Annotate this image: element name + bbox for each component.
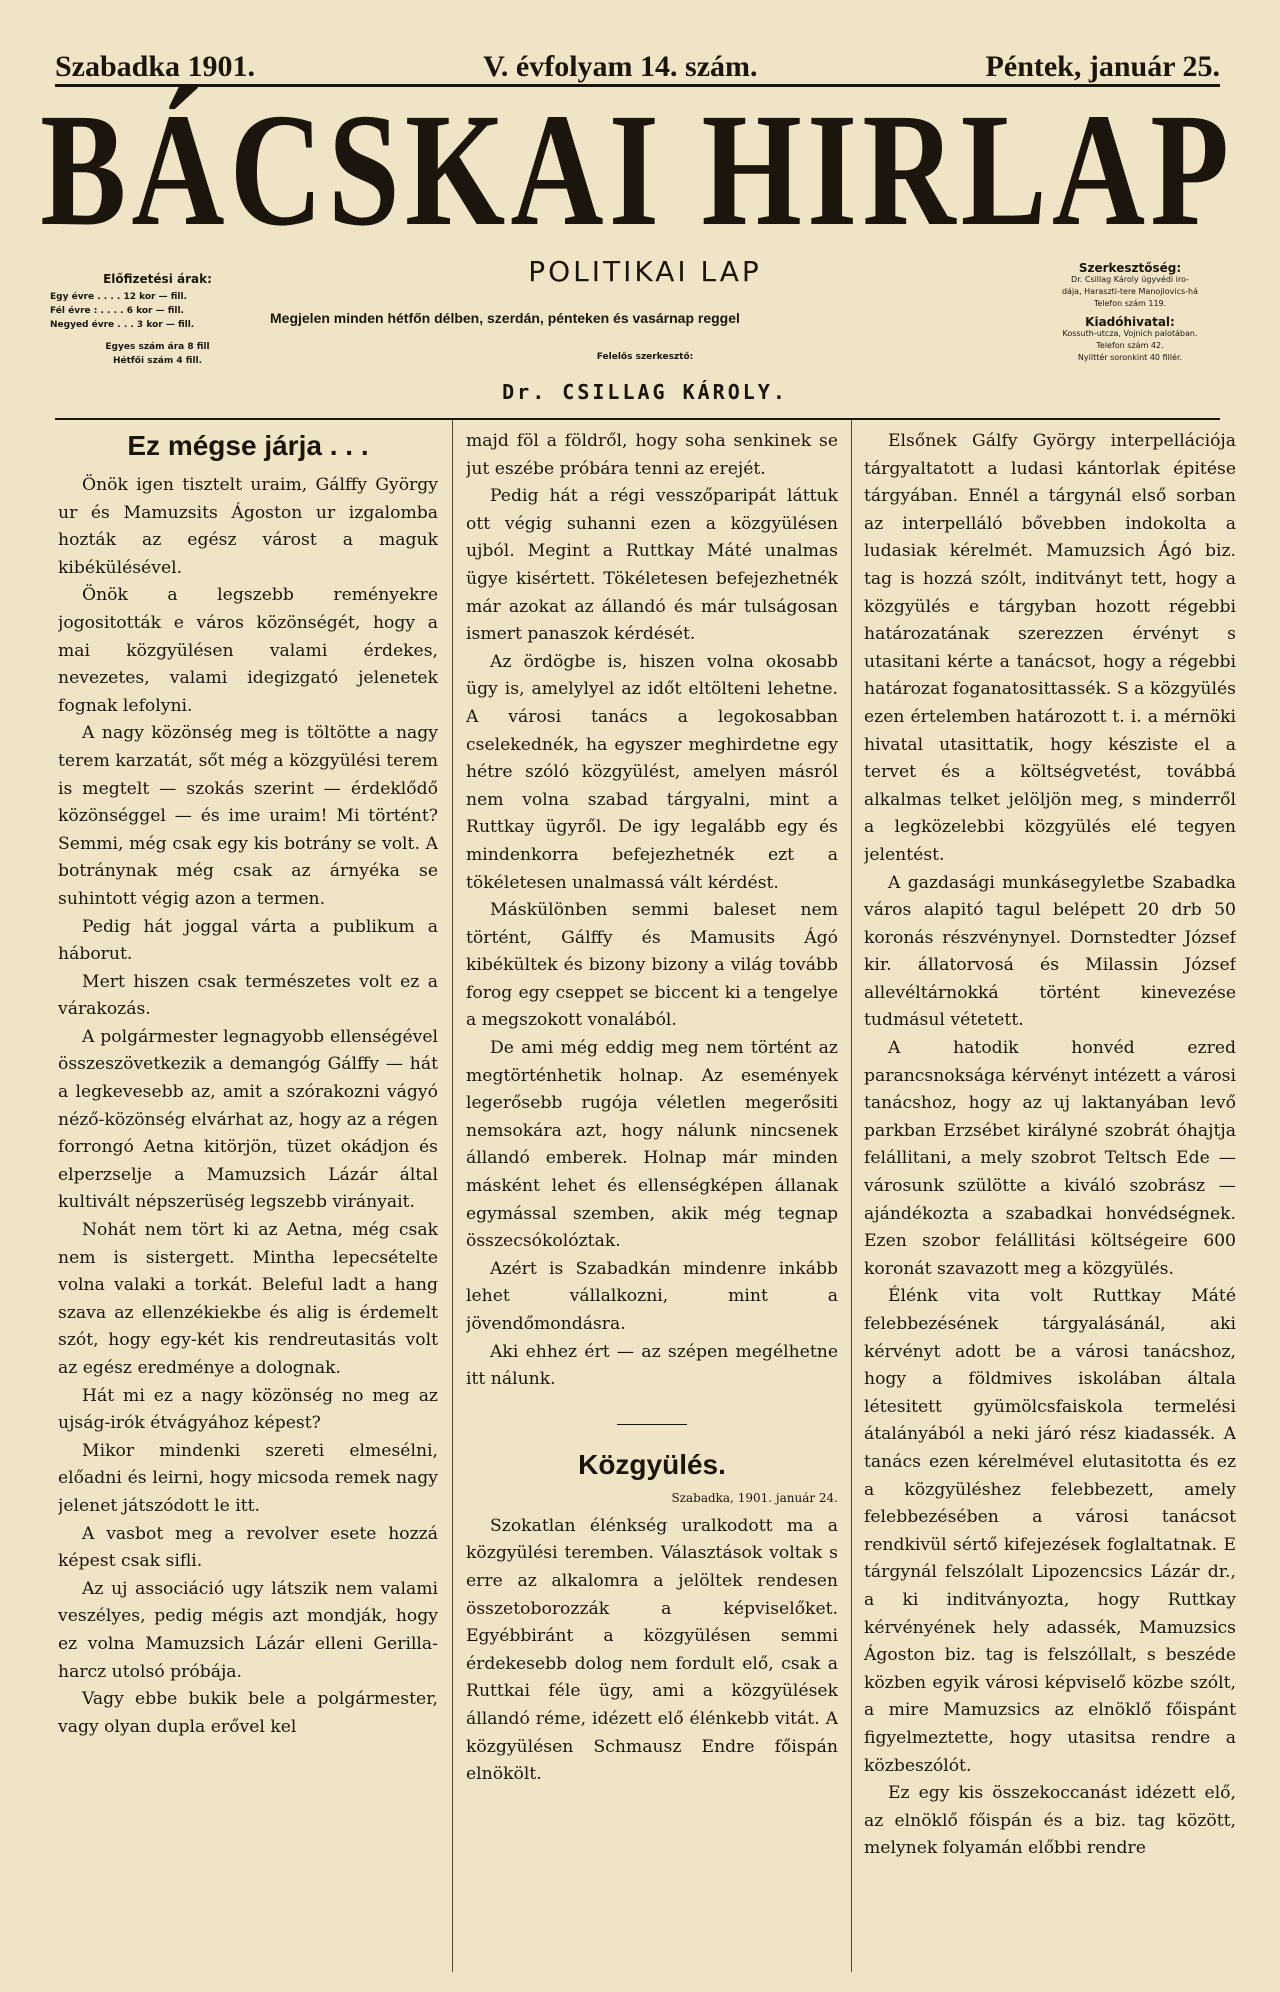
column-3: [864, 428, 1236, 1972]
volume-number: V. évfolyam 14. szám.: [483, 50, 758, 83]
editorial-office-line: Dr. Csillag Károly ügyvédi iro-: [1071, 275, 1189, 284]
article-paragraph: Elsőnek Gálfy György interpellációja tárgyaltatott a ludasi kántorlak épitése tárgyában. Ennél a tárgynál első sorban az interpelláló bővebben indokolta a ludasiak kérelmét. Mamuzsich Ágó biz. tag is hozzá szólt, inditványt tett, hogy a közgyülés e tárgyban hozott régebbi határozatának szerezzen érvényt s utasitani kérte a tanácsot, hogy a régebbi határozat foganatosittassék. S a közgyülés ezen értelemben határozott t. i. a mérnöki hivatal utasittatik, hogy késziste el a tervet és a költségvetést, továbbá alkalmas telket jelöljön meg, s minderről a legközelebbi közgyülés elé tegyen jelentést.: [864, 431, 1236, 865]
article-paragraph: Pedig hát a régi vesszőparipát láttuk ott végig suhanni ezen a közgyülésen ujból. Megint a Ruttkay Máté unalmas ügye kisértett. Tökéletesen befejezhetnék már azokat az állandó és már tulságosan ismert panaszok kérdését.: [466, 486, 838, 645]
place-year: Szabadka 1901.: [55, 50, 256, 83]
column-divider: [851, 420, 852, 1972]
article-paragraph: Szokatlan élénkség uralkodott ma a közgyülési teremben. Választások voltak s erre az alkalomra a jelöltek rendesen összetoborozzák a képviselőket. Egyébbiránt a közgyülésen semmi érdekesebb dolog nem fordult elő, csak a Ruttkai féle ügy, ami a közgyülések állandó réme, idézett elő élénkebb vitát. A közgyülésen Schmausz Endre főispán elnökölt.: [466, 1515, 838, 1785]
article-paragraph: A hatodik honvéd ezred parancsnoksága kérvényt intézett a városi tanácshoz, hogy az uj laktanyában levő parkban Erzsébet királyné szobrát óhajtja felállitani, a mely szobrot Teltsch Ede — városunk szülötte a kiváló szobrász — ajándékozta a szabadkai honvédségnek. Ezen szobor felállitási költségeire 600 koronát szavazott meg a közgyülés.: [864, 1038, 1236, 1279]
article-paragraph: Ez egy kis összekoccanást idézett elő, az elnöklő főispán és a biz. tag között, melynek folyamán előbbi rendre: [864, 1783, 1236, 1859]
editorial-office-heading: Szerkesztőség:: [1078, 261, 1182, 275]
issue-date: Péntek, január 25.: [985, 50, 1220, 83]
article-paragraph: A vasbot meg a revolver esete hozzá képest csak sifli.: [58, 1523, 438, 1572]
article-paragraph: Önök a legszebb reményekre jogositották e város közönségét, hogy a mai közgyülésen valami érdekes, nevezetes, valami idegizgató jelenetek fognak lefolyni.: [58, 585, 438, 716]
article-paragraph: Önök igen tisztelt uraim, Gálffy György ur és Mamuzsits Ágoston ur izgalomba hozták az egész várost a maguk kibékülésével.: [58, 475, 438, 578]
article-paragraph: Mikor mindenki szereti elmesélni, előadni és leirni, hogy micsoda remek nagy jelenet játszódott le itt.: [58, 1440, 438, 1516]
article-paragraph: Élénk vita volt Ruttkay Máté felebbezésének tárgyalásánál, aki kérvényt adott be a városi tanácshoz, hogy a földmives iskolában általa létesitett gyümölcsfaiskola termelési átalányából a neki járó rész kiadassék. A tanács ezen kérelmével elutasitotta és ez a közgyüléshez felebbezett, amely felebbezésében a városi tanácsot rendkivül sértő kifejezések foglaltatnak. E tárgynál felszólalt Lipozencsics Lázár dr., a ki inditványozta, hogy Ruttkay kérvényének hely adassék, Mamuzsics Ágoston biz. tag is felszóllalt, s beszéde közben egyik városi képviselő közbe szólt, a mire Mamuzsics az elnöklő főispánt figyelmeztette, hogy utasitsa rendre a közbeszólót.: [864, 1286, 1236, 1776]
article-paragraph: A polgármester legnagyobb ellenségével összeszövetkezik a demangóg Gálffy — hát a legkevesebb az, amit a szórakozni vágyó néző-közönség elvárhat az, hogy az a régen forrongó Aetna kitörjön, tüzet okádjon és elperzselje a Mamuzsich Lázár által kultivált népszerüség legszebb virányait.: [58, 1026, 438, 1213]
publisher-office-line: Kossuth-utcza, Vojnich palotában.: [1062, 329, 1198, 338]
article-title: Közgyülés.: [578, 1448, 726, 1480]
subscription-line: Negyed évre . . . 3 kor — fill.: [50, 320, 195, 330]
column-2: [466, 428, 838, 1972]
editor-name: Dr. CSILLAG KÁROLY.: [502, 380, 788, 404]
article-paragraph: A nagy közönség meg is töltötte a nagy terem karzatát, sőt még a közgyülési terem is megtelt — szokás szerint — érdeklődő közönséggel — és ime uraim! Mi történt? Semmi, még csak egy kis botrány se volt. A botránynak még csak az árnyéka se suhintott végig azon a termen.: [58, 723, 438, 909]
article-paragraph: Vagy ebbe bukik bele a polgármester, vagy olyan dupla erővel kel: [58, 1689, 438, 1737]
article-paragraph: Azért is Szabadkán mindenre inkább lehet vállalkozni, mint a jövendőmondásra.: [466, 1258, 838, 1334]
publisher-office-heading: Kiadóhivatal:: [1085, 315, 1175, 329]
article-paragraph: Az ördögbe is, hiszen volna okosabb ügy is, amelylyel az időt eltölteni lehetne. A városi tanács a legokosabban cselekednék, ha egyszer meghirdetne egy hétre szóló közgyülést, amelyen másról nem volna szabad tárgyalni, mint a Ruttkay ügyről. De igy legalább egy és mindenkorra befejezhetnék ezt a tökéletesen unalmassá vált kérdést.: [466, 651, 838, 893]
publication-schedule: Megjelen minden hétfőn délben, szerdán, pénteken és vasárnap reggel: [270, 310, 740, 326]
editorial-office-line: dája, Haraszti-tere Manojlovics-há: [1061, 287, 1199, 296]
publisher-office-line: Telefon szám 42.: [1096, 341, 1164, 350]
article-paragraph: A gazdasági munkásegyletbe Szabadka város alapitó tagul belépett 20 drb 50 koronás részvénynyel. Dornstedter József kir. állatorvosá és Milassin József allevéltárnokká történt kinevezése tudmásul vétetett.: [864, 872, 1236, 1031]
article-paragraph: Mert hiszen csak természetes volt ez a várakozás.: [58, 971, 438, 1020]
editorial-office-line: Telefon szám 119.: [1093, 299, 1167, 308]
column-1: [58, 428, 438, 1972]
article-paragraph: majd föl a földről, hogy soha senkinek se jut eszébe próbára tenni az erejét.: [466, 431, 838, 479]
subscription-info: [50, 272, 265, 368]
article-paragraph: Pedig hát joggal várta a publikum a háborut.: [58, 916, 438, 965]
header-divider: [55, 418, 1220, 420]
masthead: [40, 80, 1235, 260]
article-title: Ez mégse járja . . .: [127, 430, 369, 461]
article-paragraph: De ami még eddig meg nem történt az megtörténhetik holnap. Az események legerősebb rugója véletlen megerősiti nemsokára azt, hogy nálunk nincsenek állandó emberek. Holnap már minden másként lehet és ellenségképen állanak egymással szemben, akik még tegnap összecsókolóztak.: [466, 1038, 838, 1252]
article-paragraph: Aki ehhez ért — az szépen megélhetne itt nálunk.: [466, 1341, 838, 1390]
article-paragraph: Máskülönben semmi baleset nem történt, Gálffy és Mamusits Ágó kibékültek és bizony bizony a világ tovább forog egy cseppet se biccent ki a tengelye a megszokott vonalából.: [466, 900, 838, 1031]
article-paragraph: Hát mi ez a nagy közönség no meg az ujság-irók étvágyához képest?: [58, 1385, 438, 1434]
newspaper-subtitle: POLITIKAI LAP: [528, 255, 762, 288]
single-issue-price: Egyes szám ára 8 fill: [105, 342, 210, 352]
subscription-line: Egy évre . . . . 12 kor — fill.: [50, 292, 187, 302]
article-dateline: Szabadka, 1901. január 24.: [671, 1490, 838, 1505]
column-divider: [452, 420, 453, 1972]
publisher-office-line: Nyilttér soronkint 40 fillér.: [1077, 353, 1183, 362]
newspaper-title: BÁCSKAI HIRLAP: [40, 80, 1235, 260]
article-paragraph: Nohát nem tört ki az Aetna, még csak nem is sistergett. Mintha lepecsételte volna valaki a torkát. Beleful ladt a hang szava az ellenzékiekbe és alig is érdemelt szót, hogy egy-két kis rendreutasitás volt az egész eredménye a dolognak.: [58, 1220, 438, 1378]
editor-label: Felelős szerkesztő:: [596, 352, 694, 362]
subscription-line: Fél évre : . . . . 6 kor — fill.: [50, 306, 184, 316]
office-info: [1030, 262, 1230, 364]
article-separator: [617, 1424, 687, 1425]
subscription-heading: Előfizetési árak:: [103, 272, 212, 286]
article-paragraph: Az uj associáció ugy látszik nem valami veszélyes, pedig mégis azt mondják, hogy ez volna Mamuzsich Lázár elleni Gerilla-harcz utolsó próbája.: [58, 1578, 438, 1682]
monday-issue-price: Hétfői szám 4 fill.: [112, 356, 203, 366]
